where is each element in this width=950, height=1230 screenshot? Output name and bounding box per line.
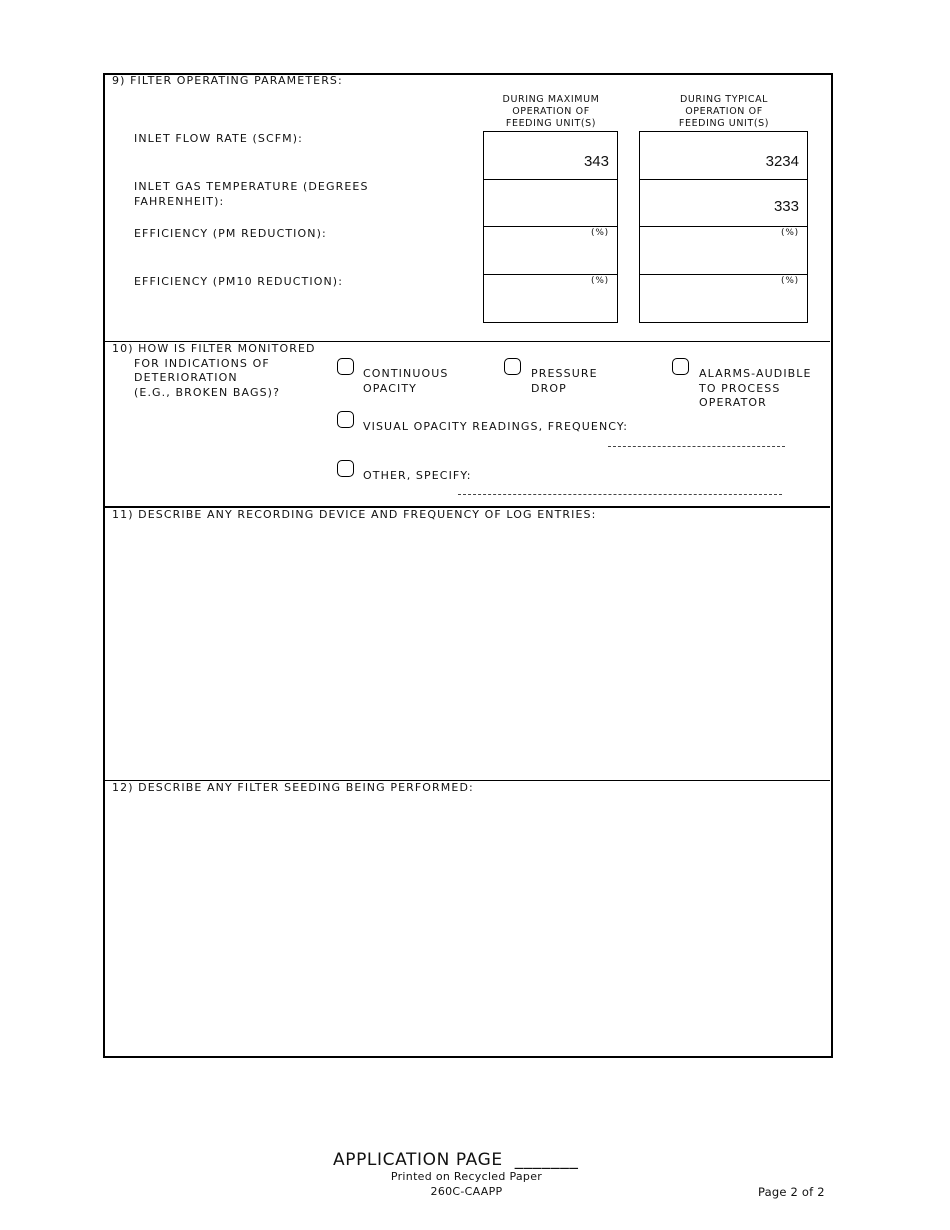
inlet-flow-rate-label: INLET FLOW RATE (SCFM): (134, 132, 303, 145)
inlet-flow-rate-max-field[interactable] (483, 131, 618, 180)
continuous-opacity-label-line1: CONTINUOUS (363, 367, 449, 380)
inlet-flow-rate-typical-value: 3234 (765, 153, 799, 170)
filter-seeding-field[interactable] (106, 799, 826, 1049)
pressure-drop-checkbox[interactable] (504, 358, 521, 375)
efficiency-pm10-typical-unit: (%) (781, 276, 799, 286)
col-typ-line2: OPERATION OF (685, 106, 763, 117)
efficiency-pm-typical-unit: (%) (781, 228, 799, 238)
col-max-line1: DURING MAXIMUM (502, 94, 600, 105)
alarms-audible-label-line1: ALARMS-AUDIBLE (699, 367, 812, 380)
section-10-question-line2: FOR INDICATIONS OF (134, 356, 270, 370)
section-10-question-line3: DETERIORATION (134, 371, 238, 384)
efficiency-pm-label: EFFICIENCY (PM REDUCTION): (134, 227, 327, 240)
application-page (333, 1150, 578, 1170)
alarms-audible-label-line3: OPERATOR (699, 396, 767, 409)
inlet-flow-rate-max-value: 343 (583, 153, 609, 170)
alarms-audible-label-line2: TO PROCESS (699, 381, 781, 395)
inlet-gas-temperature-typical-value: 333 (773, 198, 799, 215)
continuous-opacity-label-line2: OPACITY (363, 381, 417, 395)
pressure-drop-label-line1: PRESSURE (531, 367, 598, 380)
alarms-audible-label (699, 367, 812, 411)
section-10-question-line4: (E.G., BROKEN BAGS)? (134, 385, 281, 399)
efficiency-pm10-max-unit: (%) (591, 276, 609, 286)
inlet-gas-temperature-label-line1: INLET GAS TEMPERATURE (DEGREES (134, 180, 369, 193)
inlet-gas-temperature-typical-field[interactable] (639, 179, 808, 227)
efficiency-pm-typical-field[interactable] (639, 226, 808, 275)
efficiency-pm10-max-field[interactable] (483, 274, 618, 323)
visual-opacity-frequency-line[interactable] (608, 446, 785, 447)
recording-device-field[interactable] (106, 526, 826, 776)
efficiency-pm-max-unit: (%) (591, 228, 609, 238)
col-max-line3: FEEDING UNIT(S) (505, 118, 597, 129)
application-page-number-field[interactable]: _______ (514, 1150, 579, 1170)
form-code: 260C-CAAPP (430, 1185, 503, 1198)
continuous-opacity-checkbox[interactable] (337, 358, 354, 375)
pressure-drop-label-line2: DROP (531, 381, 567, 395)
visual-opacity-checkbox[interactable] (337, 411, 354, 428)
inlet-gas-temperature-label-line2: FAHRENHEIT): (134, 194, 225, 208)
visual-opacity-label: VISUAL OPACITY READINGS, FREQUENCY: (363, 420, 629, 433)
column-header-typical (640, 94, 808, 130)
efficiency-pm10-typical-field[interactable] (639, 274, 808, 323)
section-10-question-line1: 10) HOW IS FILTER MONITORED (112, 342, 316, 355)
other-specify-checkbox[interactable] (337, 460, 354, 477)
pressure-drop-label (531, 367, 598, 396)
inlet-gas-temperature-label (134, 180, 369, 209)
inlet-gas-temperature-max-field[interactable] (483, 179, 618, 227)
col-typ-line3: FEEDING UNIT(S) (678, 118, 770, 129)
efficiency-pm-max-field[interactable] (483, 226, 618, 275)
page-number: Page 2 of 2 (758, 1185, 825, 1199)
other-specify-line[interactable] (458, 494, 782, 495)
printed-on-recycled-paper: Printed on Recycled Paper (390, 1170, 543, 1183)
column-header-maximum (484, 94, 618, 130)
col-typ-line1: DURING TYPICAL (679, 94, 769, 105)
section-10-question (112, 342, 316, 400)
col-max-line2: OPERATION OF (512, 106, 590, 117)
section-12-title: 12) DESCRIBE ANY FILTER SEEDING BEING PERFORMED: (112, 781, 474, 794)
section-11-title: 11) DESCRIBE ANY RECORDING DEVICE AND FREQUENCY OF LOG ENTRIES: (112, 508, 597, 521)
application-page-label: APPLICATION PAGE (333, 1150, 503, 1170)
continuous-opacity-label (363, 367, 449, 396)
efficiency-pm10-label: EFFICIENCY (PM10 REDUCTION): (134, 275, 344, 288)
inlet-flow-rate-typical-field[interactable] (639, 131, 808, 180)
other-specify-label: OTHER, SPECIFY: (363, 469, 472, 482)
alarms-audible-checkbox[interactable] (672, 358, 689, 375)
section-9-title: 9) FILTER OPERATING PARAMETERS: (112, 74, 343, 87)
